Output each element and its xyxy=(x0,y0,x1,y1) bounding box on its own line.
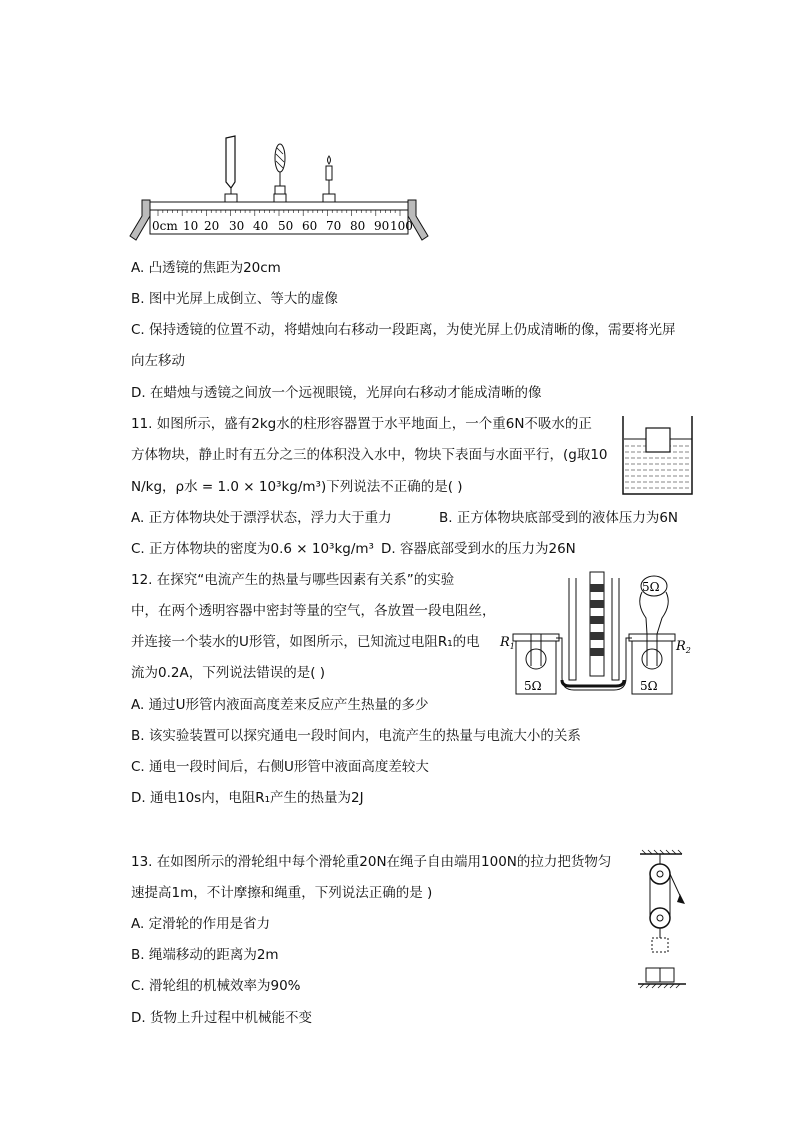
q12-stem-4: 流为0.2A，下列说法错误的是( ) xyxy=(131,665,326,681)
ruler-label-30: 30 xyxy=(229,219,245,233)
right-resistor-label: 5Ω xyxy=(640,679,658,693)
q11-option-c[interactable]: C. 正方体物块的密度为0.6 × 10³kg/m³ xyxy=(131,541,374,557)
q10-option-c-cont: 向左移动 xyxy=(131,353,185,369)
ruler-label-50: 50 xyxy=(278,219,294,233)
q12-option-b[interactable]: B. 该实验装置可以探究通电一段时间内，电流产生的热量与电流大小的关系 xyxy=(131,728,581,744)
ruler-label-60: 60 xyxy=(302,219,318,233)
q11-stem-3: N/kg，ρ水 = 1.0 × 10³kg/m³)下列说法不正确的是( ) xyxy=(131,479,463,495)
q10-option-a[interactable]: A. 凸透镜的焦距为20cm xyxy=(131,260,281,276)
q12-option-a[interactable]: A. 通过U形管内液面高度差来反应产生热量的多少 xyxy=(131,697,429,713)
pulley-system-figure xyxy=(632,850,692,990)
q10-option-c[interactable]: C. 保持透镜的位置不动，将蜡烛向右移动一段距离，为使光屏上仍成清晰的像，需要将光屏 xyxy=(131,322,676,338)
container-block-figure xyxy=(622,416,694,498)
q13-stem-2: 速提高1m，不计摩擦和绳重，下列说法正确的是 ) xyxy=(131,885,433,901)
r1-label: $R_1$ xyxy=(500,635,515,651)
q11-option-a[interactable]: A. 正方体物块处于漂浮状态，浮力大于重力 xyxy=(131,510,392,526)
q10-option-b[interactable]: B. 图中光屏上成倒立、等大的虚像 xyxy=(131,291,338,307)
left-resistor-label: 5Ω xyxy=(524,679,542,693)
ruler-label-40: 40 xyxy=(253,219,269,233)
q12-option-d[interactable]: D. 通电10s内，电阻R₁产生的热量为2J xyxy=(131,790,364,806)
q13-option-d[interactable]: D. 货物上升过程中机械能不变 xyxy=(131,1010,312,1026)
q12-stem-3: 并连接一个装水的U形管，如图所示，已知流过电阻R₁的电 xyxy=(131,634,480,650)
ruler-label-100: 100 xyxy=(390,219,413,233)
ruler-label-90: 90 xyxy=(374,219,390,233)
q11-stem-2: 方体物块，静止时有五分之三的体积没入水中，物块下表面与水面平行，(g取10 xyxy=(131,447,608,463)
ruler-label-10: 10 xyxy=(183,219,199,233)
q13-option-b[interactable]: B. 绳端移动的距离为2m xyxy=(131,947,279,963)
optical-bench-figure xyxy=(128,136,438,242)
q11-option-b[interactable]: B. 正方体物块底部受到的液体压力为6N xyxy=(439,510,679,526)
q11-option-d[interactable]: D. 容器底部受到水的压力为26N xyxy=(381,541,576,557)
q13-stem-1: 13. 在如图所示的滑轮组中每个滑轮重20N在绳子自由端用100N的拉力把货物匀 xyxy=(131,854,612,870)
joule-heating-figure xyxy=(496,568,696,700)
top-resistor-label: 5Ω xyxy=(642,580,660,594)
ruler-label-20: 20 xyxy=(204,219,220,233)
q10-option-d[interactable]: D. 在蜡烛与透镜之间放一个远视眼镜，光屏向右移动才能成清晰的像 xyxy=(131,385,542,401)
ruler-label-0: 0cm xyxy=(152,219,178,233)
q13-option-c[interactable]: C. 滑轮组的机械效率为90% xyxy=(131,978,301,994)
q12-stem-2: 中，在两个透明容器中密封等量的空气，各放置一段电阻丝， xyxy=(131,603,496,619)
ruler-label-80: 80 xyxy=(350,219,366,233)
ruler-label-70: 70 xyxy=(326,219,342,233)
q12-option-c[interactable]: C. 通电一段时间后，右侧U形管中液面高度差较大 xyxy=(131,759,429,775)
q12-stem-1: 12. 在探究“电流产生的热量与哪些因素有关系”的实验 xyxy=(131,572,455,588)
r2-label: $R_2$ xyxy=(676,639,691,655)
q13-option-a[interactable]: A. 定滑轮的作用是省力 xyxy=(131,916,271,932)
q11-stem-1: 11. 如图所示，盛有2kg水的柱形容器置于水平地面上，一个重6N不吸水的正 xyxy=(131,416,592,432)
